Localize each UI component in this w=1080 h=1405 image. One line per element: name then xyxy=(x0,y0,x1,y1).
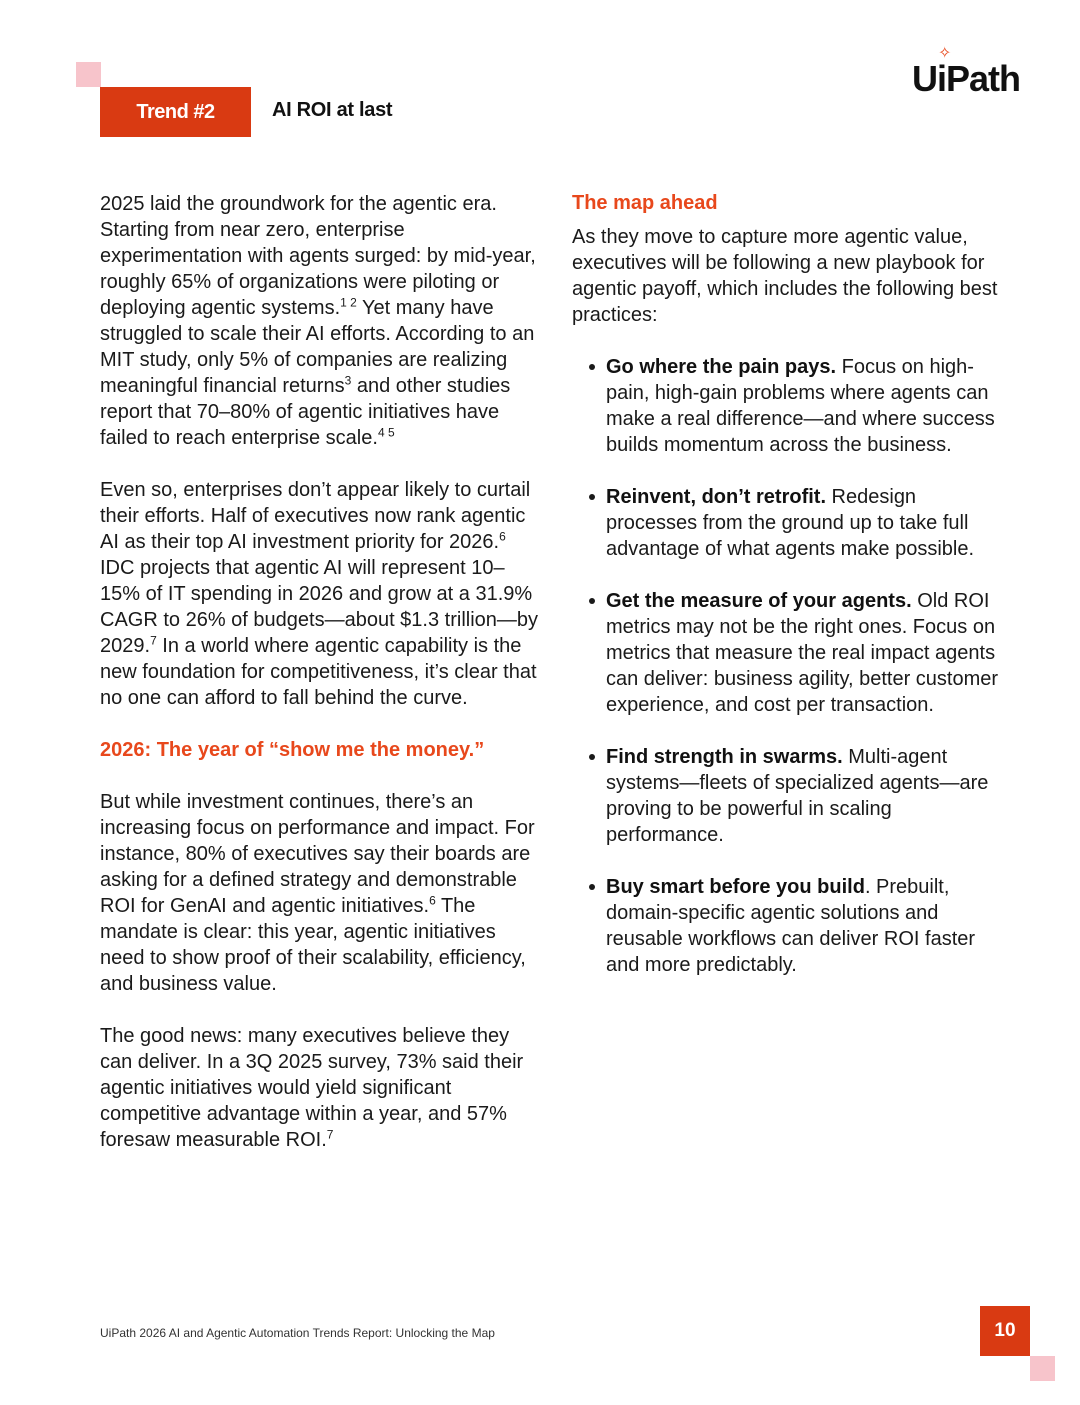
logo-text-u: U xyxy=(912,58,937,99)
paragraph-good-news xyxy=(100,1023,540,1153)
bullet-title: Find strength in swarms. xyxy=(606,746,843,768)
bullet-title: Buy smart before you build xyxy=(606,876,865,898)
uipath-logo xyxy=(912,45,1032,102)
footnote-ref: 1 2 xyxy=(340,295,357,310)
trend-tag-label: Trend #2 xyxy=(136,100,215,123)
paragraph-text: The good news: many executives believe they can deliver. In a 3Q 2025 survey, 73% said their agentic initiatives would yield significant competitive advantage within a year, and 57% foresaw measurable ROI. xyxy=(100,1025,524,1151)
left-column xyxy=(100,191,540,1179)
paragraph-text: Even so, enterprises don’t appear likely to curtail their efforts. Half of executives now rank agentic AI as their top AI investment priority for 2026. xyxy=(100,479,531,553)
paragraph-text: But while investment continues, there’s an increasing focus on performance and impact. For instance, 80% of executives say their boards are asking for a defined strategy and demonstrable ROI for GenAI and agentic initiatives. xyxy=(100,791,535,917)
paragraph-investment xyxy=(100,477,540,711)
paragraph-intro xyxy=(100,191,540,451)
paragraph-text: In a world where agentic capability is the new foundation for competitiveness, it’s clear that no one can afford to fall behind the curve. xyxy=(100,635,537,709)
bullet-title: Get the measure of your agents. xyxy=(606,590,912,612)
best-practices-list xyxy=(572,354,1012,978)
list-item xyxy=(572,744,1012,848)
decorative-square-top-left xyxy=(76,62,101,87)
list-item xyxy=(572,588,1012,718)
footnote-ref: 6 xyxy=(429,893,436,908)
trend-tag xyxy=(100,87,251,137)
footnote-ref: 3 xyxy=(344,373,352,388)
footnote-ref: 4 5 xyxy=(377,425,395,440)
logo-text-i: i xyxy=(937,58,947,99)
bullet-title: Reinvent, don’t retrofit. xyxy=(606,486,826,508)
decorative-square-bottom-right xyxy=(1030,1356,1055,1381)
bullet-text: Redesign processes from the ground up to take full advantage of what agents make possible. xyxy=(606,486,975,560)
paragraph-text: 2025 laid the groundwork for the agentic era. Starting from near zero, enterprise experimentation with agents surged: by mid-year, roughly 65% of organizations were piloting or deploying agentic systems. xyxy=(100,193,536,319)
paragraph-focus xyxy=(100,789,540,997)
footnote-ref: 7 xyxy=(150,633,157,648)
paragraph-playbook-intro: As they move to capture more agentic value, executives will be following a new playbook for agentic payoff, which includes the following best practices: xyxy=(572,226,998,326)
bullet-title: Go where the pain pays. xyxy=(606,356,837,378)
list-item xyxy=(572,874,1012,978)
bullet-text: Old ROI metrics may not be the right ones. Focus on metrics that measure the real impact agents can deliver: business agility, better customer experience, and cost per transaction. xyxy=(606,590,999,716)
bullet-text: Focus on high-pain, high-gain problems where agents can make a real difference—and where success builds momentum across the business. xyxy=(606,356,995,456)
paragraph-text: Yet many have struggled to scale their AI efforts. According to an MIT study, only 5% of companies are realizing meaningful financial returns xyxy=(100,297,535,397)
footer-report-title: UiPath 2026 AI and Agentic Automation Trends Report: Unlocking the Map xyxy=(100,1326,495,1340)
logo-text-path: Path xyxy=(946,58,1021,99)
bullet-text: Multi-agent systems—fleets of specialized agents—are proving to be powerful in scaling performance. xyxy=(606,746,989,846)
page-number-label: 10 xyxy=(994,1320,1016,1341)
heading-map-ahead: The map ahead xyxy=(572,192,718,214)
page-number xyxy=(980,1306,1030,1356)
bullet-text: . Prebuilt, domain-specific agentic solutions and reusable workflows can deliver ROI faster and more predictably. xyxy=(606,876,976,976)
footnote-ref: 7 xyxy=(326,1127,334,1142)
footnote-ref: 6 xyxy=(499,529,506,544)
heading-show-me-the-money: 2026: The year of “show me the money.” xyxy=(100,739,485,761)
list-item xyxy=(572,484,1012,562)
list-item xyxy=(572,354,1012,458)
paragraph-text: The mandate is clear: this year, agentic initiatives need to show proof of their scalability, efficiency, and business value. xyxy=(100,895,526,995)
paragraph-text: and other studies report that 70–80% of agentic initiatives have failed to reach enterprise scale. xyxy=(100,375,511,449)
logo-i xyxy=(937,45,951,100)
paragraph-text: IDC projects that agentic AI will represent 10–15% of IT spending in 2026 and grow at a 31.9% CAGR to 26% of budgets—about $1.3 trillion—by 2029. xyxy=(100,557,539,657)
section-title: AI ROI at last xyxy=(272,99,393,121)
right-column xyxy=(572,190,1012,1004)
spark-icon: ✧ xyxy=(938,45,951,62)
